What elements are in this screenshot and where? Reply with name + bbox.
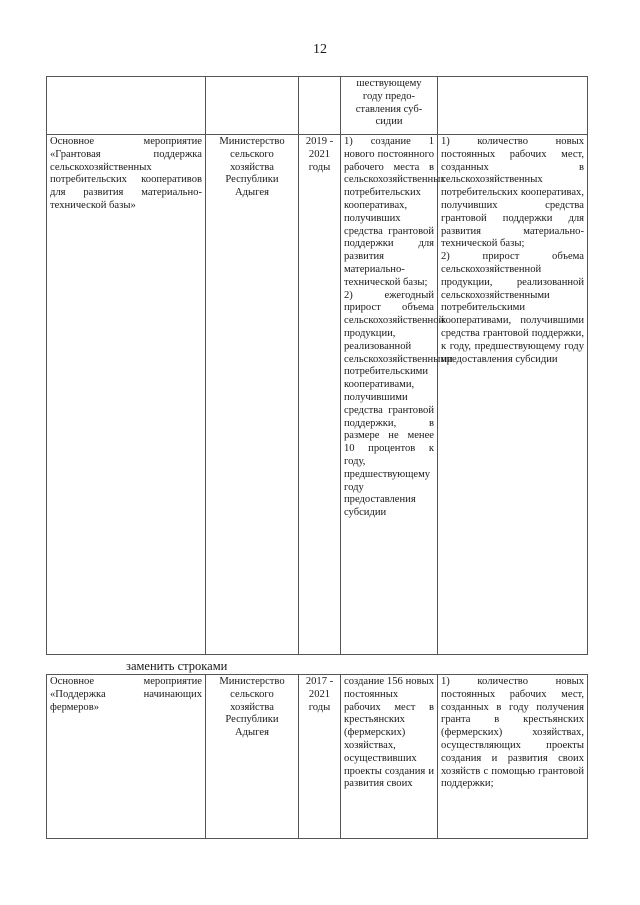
replace-with-rows-caption: заменить строками xyxy=(126,659,228,673)
table-row-beginning-farmers xyxy=(47,675,588,839)
cell-executor: Министерство сельского хозяйства Республики Адыгея xyxy=(206,135,299,655)
cell-result: шествующему году предо- ставления суб- сидии xyxy=(341,77,438,135)
cell-measure xyxy=(47,77,206,135)
cell-years: 2017 - 2021 годы xyxy=(299,675,341,839)
cell-executor xyxy=(206,77,299,135)
table-row-grant-cooperatives xyxy=(47,135,588,655)
table-row-continuation xyxy=(47,77,588,135)
cell-years: 2019 - 2021 годы xyxy=(299,135,341,655)
cell-indicators xyxy=(438,77,588,135)
table-new-version xyxy=(46,674,588,839)
cell-measure: Основное мероприятие «Грантовая поддержка сельскохозяйственных потребительских кооперативов для развития материально-технической базы» xyxy=(47,135,206,655)
cell-indicators: 1) количество новых постоянных рабочих мест, созданных в сельскохозяйственных потребительских кооперативах, получивших средства грантовой поддержки для развития материально-технической базы; 2) прирост объема сельскохозяйственной продукции, реализованной сельскохозяйственными потребительскими кооперативами, получившими средства грантовой поддержки, к году, предшествующему году предоставления субсидии xyxy=(438,135,588,655)
cell-indicators: 1) количество новых постоянных рабочих мест, созданных в году получения гранта в крестьянских (фермерских) хозяйствах, осуществляющих проекты создания и развития своих хозяйств с помощью грантовой поддержки; xyxy=(438,675,588,839)
cell-measure: Основное мероприятие «Поддержка начинающих фермеров» xyxy=(47,675,206,839)
cell-executor: Министерство сельского хозяйства Республики Адыгея xyxy=(206,675,299,839)
table-previous-version xyxy=(46,76,588,655)
cell-result: 1) создание 1 нового постоянного рабочего места в сельскохозяйственных потребительских кооперативах, получивших средства грантовой поддержки для развития материально-технической базы; 2) ежегодный прирост объема сельскохозяйственной продукции, реализованной сельскохозяйственными потребительскими кооперативами, получившими средства грантовой поддержки, в размере не менее 10 процентов к году, предшествующему году предоставления субсидии xyxy=(341,135,438,655)
page-number: 12 xyxy=(313,42,327,57)
cell-years xyxy=(299,77,341,135)
cell-result: создание 156 новых постоянных рабочих мест в крестьянских (фермерских) хозяйствах, осуществивших проекты создания и развития своих xyxy=(341,675,438,839)
